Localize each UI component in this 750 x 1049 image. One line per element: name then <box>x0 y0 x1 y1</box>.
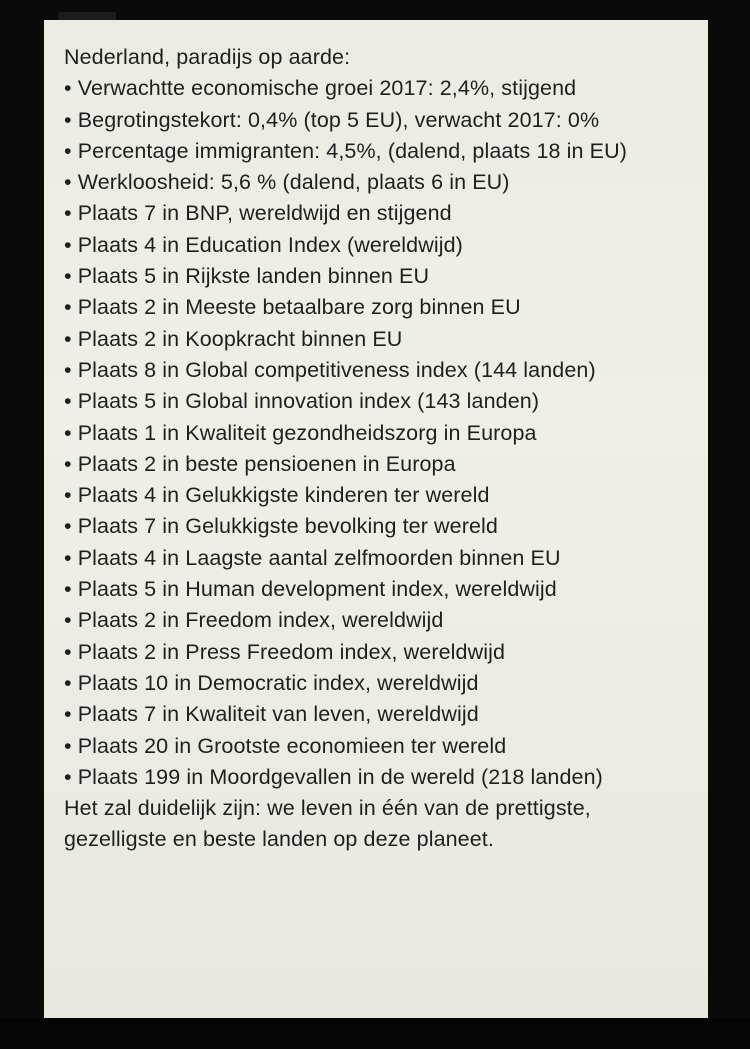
heading: Nederland, paradijs op aarde: <box>64 45 351 69</box>
message-text <box>64 42 694 856</box>
list-item: • Plaats 10 in Democratic index, wereldwijd <box>64 670 479 695</box>
list-item: • Plaats 4 in Education Index (wereldwijd) <box>64 232 463 257</box>
list-item: • Begrotingstekort: 0,4% (top 5 EU), verwacht 2017: 0% <box>64 107 600 132</box>
list-item: • Plaats 2 in beste pensioenen in Europa <box>64 451 456 476</box>
list-item: • Plaats 2 in Freedom index, wereldwijd <box>64 608 444 633</box>
list-item: • Plaats 7 in BNP, wereldwijd en stijgend <box>64 201 452 226</box>
list-item: • Plaats 5 in Rijkste landen binnen EU <box>64 264 430 289</box>
list-item: • Plaats 5 in Human development index, wereldwijd <box>64 577 557 602</box>
conclusion: Het zal duidelijk zijn: we leven in één van de prettigste, gezelligste en beste landen op deze planeet. <box>64 796 591 852</box>
list-item: • Plaats 20 in Grootste economieen ter wereld <box>64 733 507 758</box>
screen <box>44 20 708 1018</box>
list-item: • Plaats 199 in Moordgevallen in de wereld (218 landen) <box>64 764 603 789</box>
list-item: • Werkloosheid: 5,6 % (dalend, plaats 6 in EU) <box>64 170 510 195</box>
list-item: • Plaats 1 in Kwaliteit gezondheidszorg in Europa <box>64 420 537 445</box>
list-item: • Plaats 5 in Global innovation index (143 landen) <box>64 389 540 414</box>
list-item: • Plaats 4 in Gelukkigste kinderen ter wereld <box>64 483 490 508</box>
list-item: • Plaats 2 in Meeste betaalbare zorg binnen EU <box>64 295 521 320</box>
list-item: • Plaats 2 in Koopkracht binnen EU <box>64 326 403 351</box>
list-item: • Plaats 4 in Laagste aantal zelfmoorden binnen EU <box>64 545 561 570</box>
list-item: • Percentage immigranten: 4,5%, (dalend, plaats 18 in EU) <box>64 138 627 163</box>
list-item: • Verwachtte economische groei 2017: 2,4%, stijgend <box>64 76 577 101</box>
list-item: • Plaats 7 in Kwaliteit van leven, wereldwijd <box>64 702 479 727</box>
bottom-bezel <box>0 1018 750 1049</box>
list-item: • Plaats 8 in Global competitiveness index (144 landen) <box>64 357 596 382</box>
list-item: • Plaats 2 in Press Freedom index, wereldwijd <box>64 639 506 664</box>
top-edge-tab <box>58 12 116 20</box>
list-item: • Plaats 7 in Gelukkigste bevolking ter wereld <box>64 514 498 539</box>
